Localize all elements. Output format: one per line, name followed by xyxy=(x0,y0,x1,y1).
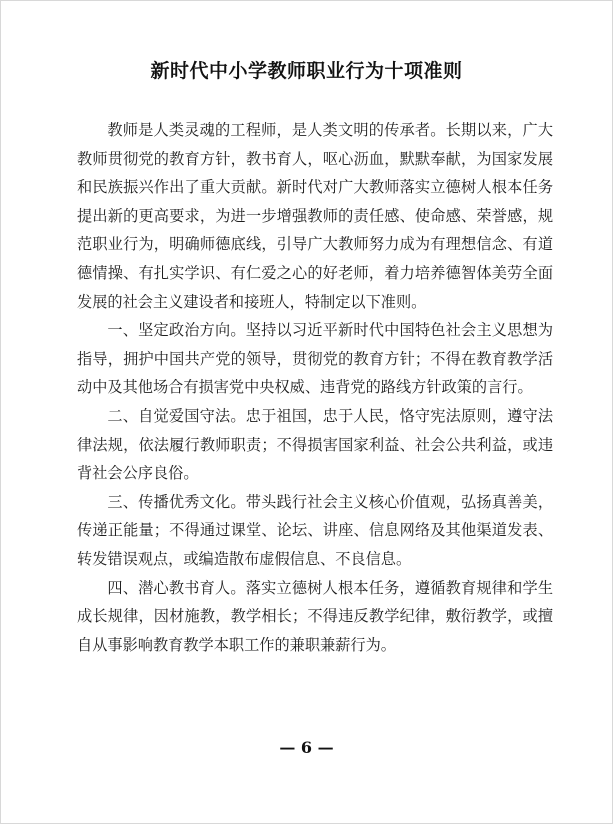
document-title: 新时代中小学教师职业行为十项准则 xyxy=(150,60,463,82)
document-body xyxy=(77,116,553,659)
paragraph-preamble: 教师是人类灵魂的工程师，是人类文明的传承者。长期以来，广大教师贯彻党的教育方针，教书育人，呕心沥血，默默奉献，为国家发展和民族振兴作出了重大贡献。新时代对广大教师落实立德树人根本任务提出新的更高要求，为进一步增强教师的责任感、使命感、荣誉感，规范职业行为，明确师德底线，引导广大教师努力成为有理想信念、有道德情操、有扎实学识、有仁爱之心的好老师，着力培养德智体美劳全面发展的社会主义建设者和接班人，特制定以下准则。 xyxy=(77,121,553,311)
paragraph-rule-1: 一、坚定政治方向。坚持以习近平新时代中国特色社会主义思想为指导，拥护中国共产党的领导，贯彻党的教育方针；不得在教育教学活动中及其他场合有损害党中央权威、违背党的路线方针政策的言行。 xyxy=(77,321,553,397)
paragraph-rule-2: 二、自觉爱国守法。忠于祖国，忠于人民，恪守宪法原则，遵守法律法规，依法履行教师职责；不得损害国家利益、社会公共利益，或违背社会公序良俗。 xyxy=(77,406,553,483)
page-number: — 6 — xyxy=(279,738,334,757)
paragraph-rule-3: 三、传播优秀文化。带头践行社会主义核心价值观，弘扬真善美，传递正能量；不得通过课堂、论坛、讲座、信息网络及其他渠道发表、转发错误观点，或编造散布虚假信息、不良信息。 xyxy=(77,492,553,568)
paragraph-rule-4: 四、潜心教书育人。落实立德树人根本任务，遵循教育规律和学生成长规律，因材施教，教学相长；不得违反教学纪律，敷衍教学，或擅自从事影响教育教学本职工作的兼职兼薪行为。 xyxy=(77,578,553,654)
